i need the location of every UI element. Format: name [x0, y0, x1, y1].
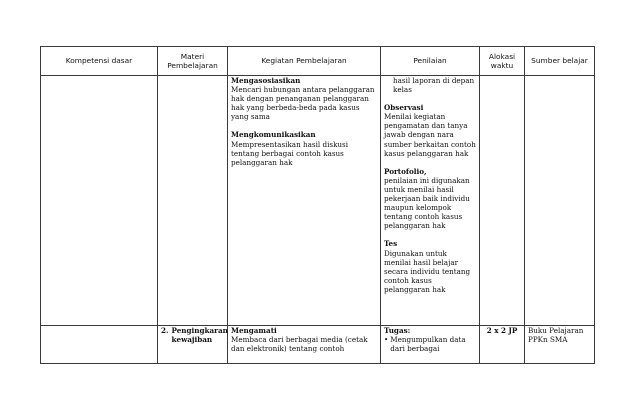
kegiatan-heading-mengamati: Mengamati	[231, 326, 277, 335]
penilaian-text-tugas: Mengumpulkan data dari berbagai	[390, 335, 466, 354]
cell-penilaian	[381, 326, 480, 364]
cell-materi-empty	[158, 76, 228, 326]
penilaian-text-tes: Digunakan untuk menilai hasil belajar secara individu tentang contoh kasus pelanggaran hak	[384, 248, 471, 294]
materi-number: 2.	[161, 326, 169, 335]
penilaian-text-observasi: Menilai kegiatan pengamatan dan tanya jawab dengan nara sumber berkaitan contoh kasus pelanggaran hak	[384, 112, 476, 158]
header-kompetensi-dasar: Kompetensi dasar	[41, 47, 158, 76]
cell-kegiatan	[228, 326, 381, 364]
materi-title: Pengingkaran kewajiban	[171, 326, 228, 345]
header-penilaian: Penilaian	[381, 47, 480, 76]
kegiatan-heading-mengasosiasikan: Mengasosiasikan	[231, 76, 301, 85]
cell-penilaian	[381, 76, 480, 326]
kegiatan-text-mengasosiasikan: Mencari hubungan antara pelanggaran hak dengan penanganan pelanggaran hak yang berbeda-beda pada kasus yang sama	[231, 85, 375, 122]
cell-kd-empty	[41, 76, 158, 326]
penilaian-text-portofolio: penilaian ini digunakan untuk menilai hasil pekerjaan baik individu maupun kelompok tentang contoh kasus pelanggaran hak	[384, 175, 470, 231]
cell-alokasi-empty	[480, 76, 525, 326]
kegiatan-text-mengkomunikasikan: Mempresentasikan hasil diskusi tentang berbagai contoh kasus pelanggaran hak	[231, 139, 349, 167]
penilaian-heading-tes: Tes	[384, 239, 398, 249]
cell-sumber	[525, 326, 595, 364]
alokasi-value: 2 x 2 JP	[486, 326, 518, 335]
penilaian-heading-portofolio: Portofolio,	[384, 166, 427, 176]
cell-kegiatan	[228, 76, 381, 326]
penilaian-continued-text: hasil laporan di depan kelas	[393, 76, 475, 95]
table-row	[41, 326, 595, 364]
cell-kd-empty	[41, 326, 158, 364]
kegiatan-heading-mengkomunikasikan: Mengkomunikasikan	[231, 130, 316, 140]
kegiatan-text-mengamati: Membaca dari berbagai media (cetak dan elektronik) tentang contoh	[231, 335, 368, 354]
penilaian-heading-tugas: Tugas:	[384, 326, 411, 335]
header-alokasi: Alokasi waktu	[480, 47, 525, 76]
header-sumber: Sumber belajar	[525, 47, 595, 76]
table-header-row	[41, 47, 595, 76]
cell-materi	[158, 326, 228, 364]
bullet-icon: •	[384, 335, 389, 345]
header-materi: Materi Pembelajaran	[158, 47, 228, 76]
table-row	[41, 76, 595, 326]
penilaian-heading-observasi: Observasi	[384, 103, 424, 113]
cell-alokasi	[480, 326, 525, 364]
cell-sumber-empty	[525, 76, 595, 326]
header-kegiatan: Kegiatan Pembelajaran	[228, 47, 381, 76]
learning-plan-table	[40, 46, 595, 364]
sumber-value: Buku Pelajaran PPKn SMA	[528, 326, 584, 345]
